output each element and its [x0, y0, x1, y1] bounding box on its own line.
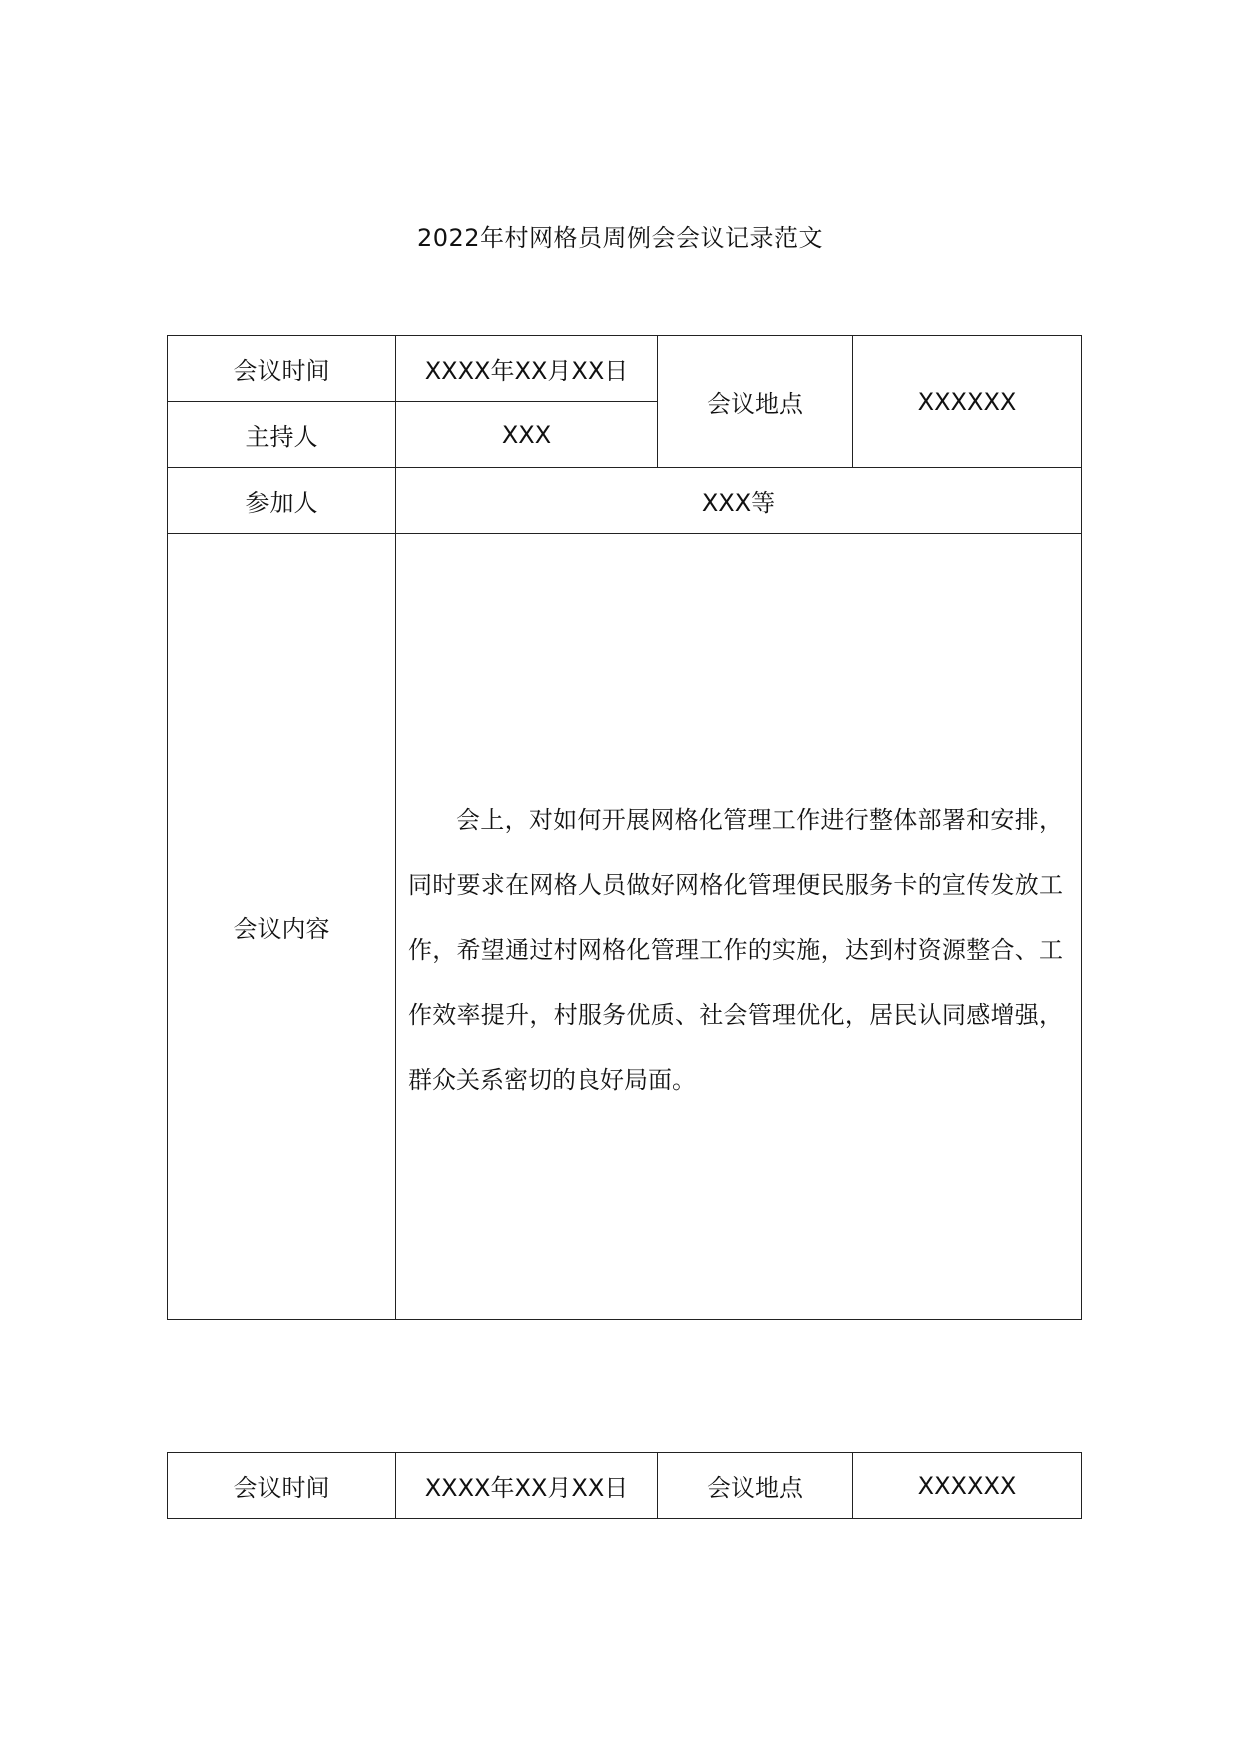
meeting-place-label: 会议地点 — [658, 336, 853, 468]
host-label: 主持人 — [168, 402, 396, 468]
meeting-record-table-2 — [167, 1452, 1082, 1519]
meeting-time-value: XXXX年XX月XX日 — [396, 1453, 658, 1519]
page-title: 2022年村网格员周例会会议记录范文 — [416, 224, 824, 252]
meeting-place-value: XXXXXX — [853, 336, 1082, 468]
host-value: XXX — [396, 402, 658, 468]
table-row — [168, 468, 1082, 534]
attendees-value: XXX等 — [396, 468, 1082, 534]
meeting-place-label: 会议地点 — [658, 1453, 853, 1519]
meeting-content-cell — [396, 534, 1082, 1320]
meeting-time-label: 会议时间 — [168, 1453, 396, 1519]
table-row — [168, 1453, 1082, 1519]
table-row — [168, 336, 1082, 402]
meeting-content-text: 会上，对如何开展网格化管理工作进行整体部署和安排，同时要求在网格人员做好网格化管理便民服务卡的宣传发放工作，希望通过村网格化管理工作的实施，达到村资源整合、工作效率提升，村服务优质、社会管理优化，居民认同感增强，群众关系密切的良好局面。 — [408, 806, 1063, 1094]
attendees-label: 参加人 — [168, 468, 396, 534]
meeting-place-value: XXXXXX — [853, 1453, 1082, 1519]
meeting-time-value: XXXX年XX月XX日 — [396, 336, 658, 402]
table-row — [168, 534, 1082, 1320]
meeting-record-table — [167, 335, 1082, 1320]
meeting-content-label: 会议内容 — [168, 534, 396, 1320]
meeting-time-label: 会议时间 — [168, 336, 396, 402]
